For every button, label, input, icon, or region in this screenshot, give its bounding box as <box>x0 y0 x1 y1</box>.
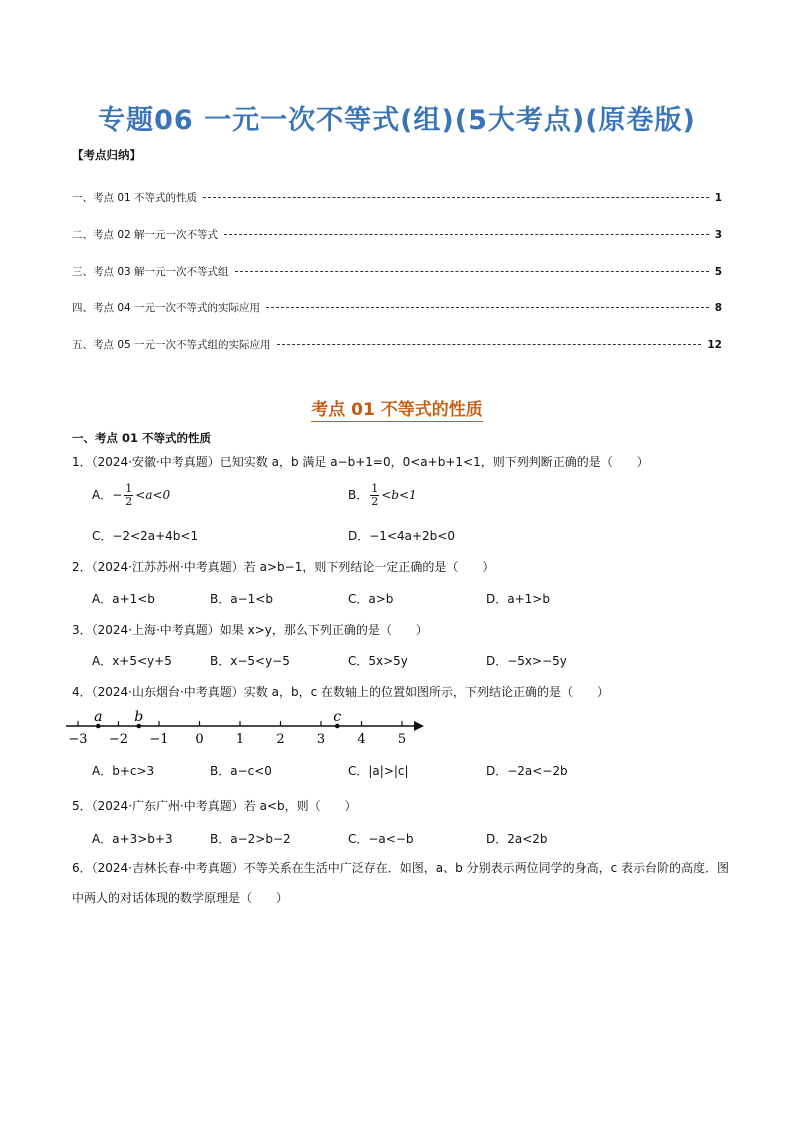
question-1-stem: 1．（2024·安徽·中考真题）已知实数 a，b 满足 a−b+1=0，0<a+b+1<1，则下列判断正确的是（ ） <box>72 455 649 469</box>
fraction-numerator: 1 <box>371 482 379 495</box>
axis-arrow <box>414 721 424 731</box>
tick-label: −1 <box>149 732 169 747</box>
q1-option-b-prefix: B． <box>348 488 369 502</box>
question-5-stem: 5．（2024·广东广州·中考真题）若 a<b，则（ ） <box>72 799 357 813</box>
fraction-numerator: 1 <box>125 482 133 495</box>
q3-option-a: A．x+5<y+5 <box>92 654 172 668</box>
toc-page: 8 <box>714 302 722 314</box>
q3-option-d: D．−5x>−5y <box>486 654 567 668</box>
page-title: 专题06 一元一次不等式(组)(5大考点)(原卷版) <box>98 105 696 136</box>
q2-option-d: D．a+1>b <box>486 592 550 606</box>
q1-option-a <box>92 483 170 508</box>
q4-option-b: B．a−c<0 <box>210 764 272 778</box>
toc-entry[interactable] <box>72 227 722 242</box>
tick-label: 4 <box>357 732 366 747</box>
tick-label: 3 <box>316 732 326 747</box>
toc-label: 二、考点 02 解一元一次不等式 <box>72 229 219 241</box>
toc-leader <box>277 344 702 345</box>
toc-label: 五、考点 05 一元一次不等式组的实际应用 <box>72 339 271 351</box>
q1-option-a-prefix: A．− <box>92 488 123 502</box>
toc-entry[interactable] <box>72 300 722 315</box>
q4-option-c: C．|a|>|c| <box>348 764 409 778</box>
q3-option-b: B．x−5<y−5 <box>210 654 290 668</box>
question-2-stem: 2．（2024·江苏苏州·中考真题）若 a>b−1，则下列结论一定正确的是（ ） <box>72 560 495 574</box>
fraction <box>124 483 133 508</box>
q2-option-c: C．a>b <box>348 592 394 606</box>
question-3-stem: 3．（2024·上海·中考真题）如果 x>y，那么下列正确的是（ ） <box>72 623 428 637</box>
q1-option-b-suffix: <b<1 <box>381 488 417 502</box>
fraction-denominator: 2 <box>125 495 133 508</box>
tick-label: 1 <box>235 732 245 747</box>
toc-entry[interactable] <box>72 190 722 205</box>
q1-option-c: C．−2<2a+4b<1 <box>92 529 199 543</box>
q5-option-b: B．a−2>b−2 <box>210 832 291 846</box>
q1-option-b <box>348 483 417 508</box>
point-label-a: a <box>94 709 103 725</box>
toc-label: 四、考点 04 一元一次不等式的实际应用 <box>72 302 261 314</box>
q1-option-a-suffix: <a<0 <box>135 488 171 502</box>
q2-option-a: A．a+1<b <box>92 592 155 606</box>
toc-page: 3 <box>714 229 722 241</box>
tick-label: 5 <box>397 732 407 747</box>
toc-leader <box>203 197 709 198</box>
fraction-denominator: 2 <box>371 495 379 508</box>
q4-option-a: A．b+c>3 <box>92 764 155 778</box>
question-6-stem: 6．（2024·吉林长春·中考真题）不等关系在生活中广泛存在．如图，a、b 分别表示两位同学的身高，c 表示台阶的高度．图中两人的对话体现的数学原理是（ ） <box>72 861 730 905</box>
number-line-figure <box>66 705 426 749</box>
section-heading-text: 考点 01 不等式的性质 <box>311 400 483 420</box>
toc-page: 5 <box>714 266 722 278</box>
tick-label: −3 <box>68 732 88 747</box>
q5-option-a: A．a+3>b+3 <box>92 832 173 846</box>
toc-label: 一、考点 01 不等式的性质 <box>72 192 198 204</box>
fraction <box>370 483 379 508</box>
toc-leader <box>235 271 709 272</box>
q2-option-b: B．a−1<b <box>210 592 273 606</box>
q3-option-c: C．5x>5y <box>348 654 408 668</box>
toc-entry[interactable] <box>72 264 722 279</box>
q5-option-d: D．2a<2b <box>486 832 548 846</box>
toc-page: 12 <box>707 339 722 351</box>
toc-page: 1 <box>714 192 722 204</box>
toc-leader <box>266 307 709 308</box>
toc-leader <box>224 234 709 235</box>
section-heading <box>0 395 794 420</box>
q4-option-d: D．−2a<−2b <box>486 764 568 778</box>
tick-label: 0 <box>195 732 204 747</box>
toc-label: 三、考点 03 解一元一次不等式组 <box>72 266 229 278</box>
question-4-stem: 4．（2024·山东烟台·中考真题）实数 a，b，c 在数轴上的位置如图所示，下列结论正确的是（ ） <box>72 685 610 699</box>
point-label-c: c <box>333 709 342 725</box>
summary-label: 【考点归纳】 <box>72 148 141 162</box>
subheading: 一、考点 01 不等式的性质 <box>72 431 212 445</box>
q5-option-c: C．−a<−b <box>348 832 414 846</box>
point-label-b: b <box>134 709 144 725</box>
toc-entry[interactable] <box>72 337 722 352</box>
q1-option-d: D．−1<4a+2b<0 <box>348 529 455 543</box>
tick-label: 2 <box>276 732 285 747</box>
tick-label: −2 <box>108 732 129 747</box>
